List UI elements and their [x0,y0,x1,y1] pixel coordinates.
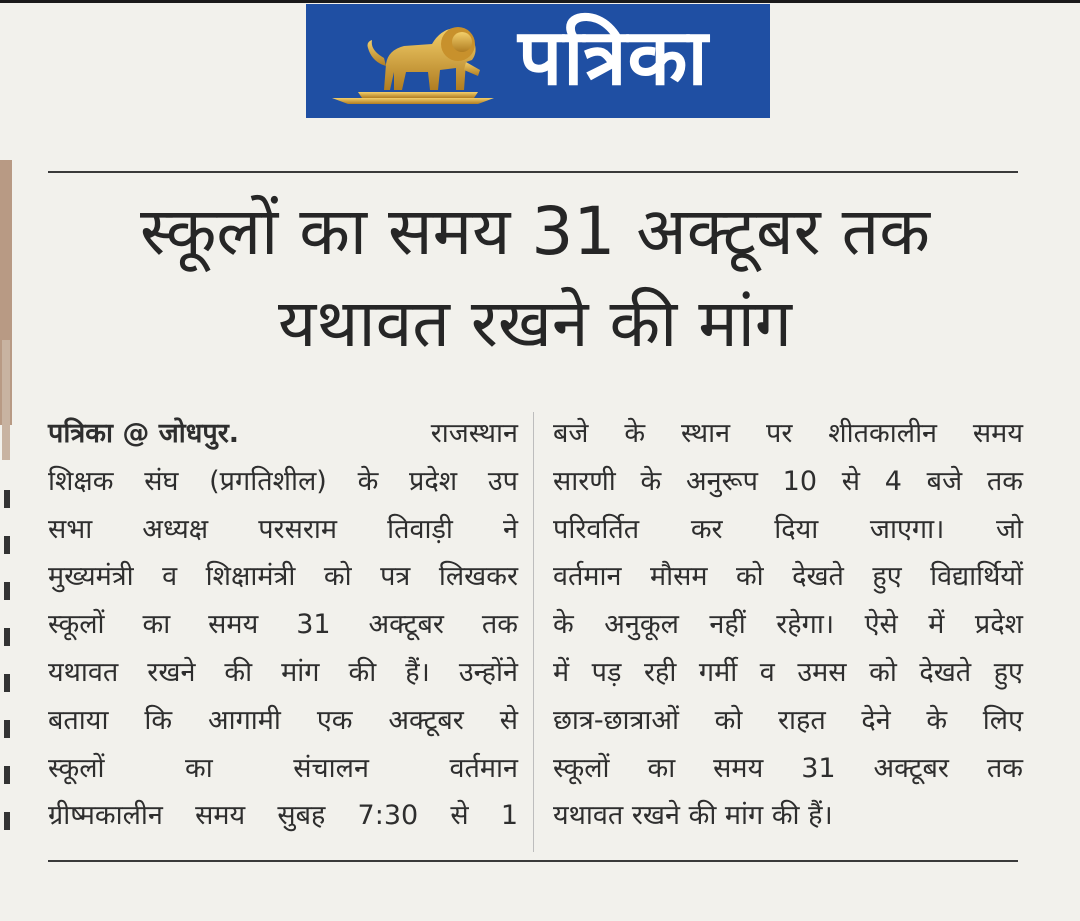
article-column-left [48,410,518,840]
newspaper-masthead [306,4,770,118]
brand-name: पत्रिका [518,13,709,103]
lion-emblem-icon [328,12,498,112]
column-line: वर्तमान मौसम को देखते हुए विद्यार्थियों [553,561,1023,593]
column-divider [533,412,534,852]
article-headline [40,186,1030,370]
article-bottom-rule [48,860,1018,862]
column-line: में पड़ रही गर्मी व उमस को देखते हुए [553,656,1023,688]
column-line: स्कूलों का समय 31 अक्टूबर तक [553,752,1023,784]
adjacent-photo-fragment [0,160,12,425]
adjacent-photo-detail [2,340,10,460]
column-line: परिवर्तित कर दिया जाएगा। जो [553,513,1023,545]
column-line: छात्र-छात्राओं को राहत देने के लिए [553,704,1023,736]
column-line: सारणी के अनुरूप 10 से 4 बजे तक [553,465,1023,497]
column-line: बजे के स्थान पर शीतकालीन समय [553,418,1023,449]
article-column-right [553,410,1023,840]
column-line: के अनुकूल नहीं रहेगा। ऐसे में प्रदेश [553,609,1023,641]
headline-line-1: स्कूलों का समय 31 अक्टूबर तक [140,193,930,270]
column-line: मुख्यमंत्री व शिक्षामंत्री को पत्र लिखकर [48,561,518,593]
column-line: सभा अध्यक्ष परसराम तिवाड़ी ने [48,513,518,545]
column-line-text: राजस्थान [430,418,518,449]
headline-top-rule [48,171,1018,173]
column-line: यथावत रखने की मांग की हैं। उन्होंने [48,656,518,688]
top-border [0,0,1080,3]
column-line: स्कूलों का संचालन वर्तमान [48,752,518,784]
column-line [48,410,518,458]
column-line: स्कूलों का समय 31 अक्टूबर तक [48,609,518,641]
headline-line-2: यथावत रखने की मांग [278,285,792,362]
adjacent-column-fragment [0,490,14,858]
column-line: यथावत रखने की मांग की हैं। [553,800,833,832]
dateline: पत्रिका @ जोधपुर. [48,418,240,449]
column-line: ग्रीष्मकालीन समय सुबह 7:30 से 1 [48,800,518,832]
column-line: शिक्षक संघ (प्रगतिशील) के प्रदेश उप [48,465,518,497]
column-line: बताया कि आगामी एक अक्टूबर से [48,704,518,736]
